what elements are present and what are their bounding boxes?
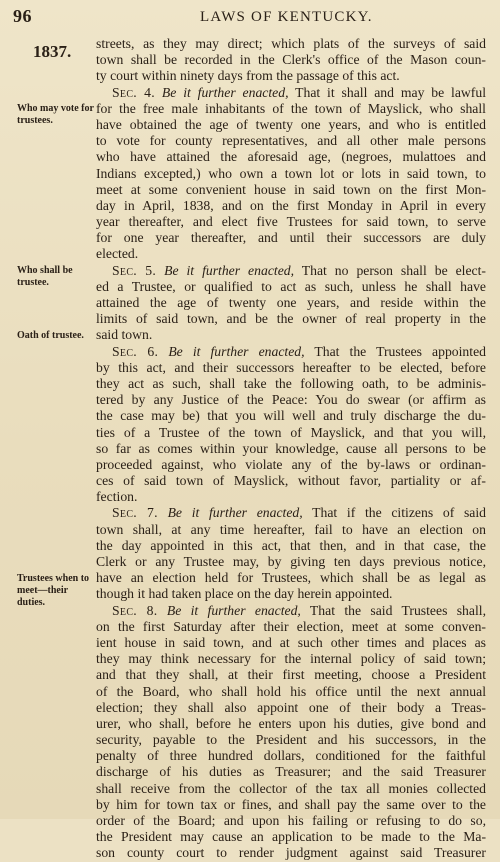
- text-line: [96, 684, 486, 700]
- text-run: elected.: [96, 246, 139, 262]
- text-run: year thereafter, and elect five Trustees for said town, to serve: [96, 214, 486, 230]
- text-line: [96, 781, 486, 797]
- text-line: [96, 554, 486, 570]
- text-run: limits of said town, and be the owner of real property in the: [96, 311, 486, 327]
- text-line: [96, 230, 486, 246]
- text-run: the day appointed in this act, that then, and in that case, the: [96, 537, 486, 553]
- text-line: [96, 133, 486, 149]
- text-line: [96, 829, 486, 845]
- text-run: proceeded against, who violate any of the by-laws or ordinan-: [96, 456, 486, 472]
- text-line: [96, 166, 486, 182]
- text-line: [96, 505, 486, 521]
- text-line: [96, 651, 486, 667]
- text-line: [96, 295, 486, 311]
- section-number: Sec. 7.: [112, 505, 158, 521]
- text-run: they act as such, shall take the following oath, to be adminis-: [96, 375, 486, 391]
- margin-note: Trustees when to meet—their duties.: [17, 572, 90, 608]
- section-number: Sec. 8.: [112, 602, 158, 618]
- text-run: meet at some convenient house in said town on the first Mon-: [96, 181, 486, 197]
- text-line: [96, 441, 486, 457]
- text-line: [96, 425, 486, 441]
- text-run: by him for town tax or fines, and shall pay the same over to the: [96, 796, 486, 812]
- text-line: [96, 408, 486, 424]
- text-run: day in April, 1838, and on the first Monday in April in every: [96, 197, 486, 213]
- text-line: [96, 392, 486, 408]
- text-line: [96, 619, 486, 635]
- page-header: [0, 5, 500, 27]
- text-run: have an election held for Trustees, which shall be as legal as: [96, 570, 486, 586]
- text-line: [96, 522, 486, 538]
- text-line: [96, 570, 486, 586]
- text-run: ties of a Trustee of the town of Mayslick, and that you will,: [96, 424, 486, 440]
- text-run: penalty of three hundred dollars, conditioned for the faithful: [96, 748, 486, 764]
- text-run: ty court within ninety days from the passage of this act.: [96, 68, 400, 84]
- text-line: [96, 68, 486, 84]
- text-run: for the free male inhabitants of the town of Mayslick, who shall: [96, 100, 486, 116]
- text-line: [96, 101, 486, 117]
- text-line: [96, 764, 486, 780]
- text-line: [96, 586, 486, 602]
- enacting-clause: Be it further enacted,: [158, 343, 305, 359]
- text-run: That the Trustees appointed: [304, 343, 486, 359]
- text-line: [96, 279, 486, 295]
- text-run: they may think necessary for the internal policy of said town;: [96, 651, 486, 667]
- text-run: tered by any Justice of the Peace: You do swear (or affirm as: [96, 392, 486, 408]
- text-line: [96, 635, 486, 651]
- enacting-clause: Be it further enacted,: [157, 602, 301, 618]
- text-line: [96, 538, 486, 554]
- text-line: [96, 182, 486, 198]
- text-run: of the Board, who shall hold his office until the next annual: [96, 683, 486, 699]
- text-line: [96, 36, 486, 52]
- enacting-clause: Be it further enacted,: [155, 84, 289, 100]
- text-run: ient house in said town, and at such other times and places as: [96, 634, 486, 650]
- text-run: son county court to render judgment against said Treasurer: [96, 845, 486, 861]
- text-line: [96, 748, 486, 764]
- text-run: for one year thereafter, and until their successors are duly: [96, 230, 486, 246]
- text-line: [96, 700, 486, 716]
- year-marginal-heading: 1837.: [33, 42, 72, 61]
- enacting-clause: Be it further enacted,: [156, 262, 295, 278]
- text-line: [96, 489, 486, 505]
- margin-note: Who may vote for trustees.: [17, 102, 94, 126]
- text-run: election; they shall also appoint one of their body a Treas-: [96, 699, 486, 715]
- text-run: have obtained the age of twenty one years, and who is entitled: [96, 116, 486, 132]
- text-line: [96, 473, 486, 489]
- text-line: [96, 667, 486, 683]
- text-run: said town.: [96, 327, 153, 343]
- text-run: by this act, and their successors hereafter to be elected, before: [96, 359, 486, 375]
- text-line: [96, 344, 486, 360]
- text-run: security, payable to the President and his successors, in the: [96, 732, 486, 748]
- text-line: [96, 263, 486, 279]
- text-run: town shall, at any time hereafter, fail to have an election on: [96, 521, 486, 537]
- text-run: urer, who shall, before he enters upon his duties, give bond and: [96, 715, 486, 731]
- text-line: [96, 845, 486, 861]
- text-line: [96, 198, 486, 214]
- text-run: That if the citizens of said: [302, 505, 486, 521]
- section-number: Sec. 6.: [112, 343, 159, 359]
- section-number: Sec. 4.: [112, 84, 156, 100]
- text-line: [96, 716, 486, 732]
- text-run: the case may be) that you will well and truly discharge the du-: [96, 408, 486, 424]
- text-line: [96, 732, 486, 748]
- text-run: streets, as they may direct; which plats of the surveys of said: [96, 36, 486, 51]
- text-run: Indians excepted,) who own a town lot or lots in said town, to: [96, 165, 486, 181]
- margin-note: Oath of trustee.: [17, 329, 84, 341]
- text-run: shall receive from the collector of the tax all monies collected: [96, 780, 486, 796]
- text-line: [96, 246, 486, 262]
- text-run: who have attained the aforesaid age, (negroes, mulattoes and: [96, 149, 486, 165]
- section-number: Sec. 5.: [112, 262, 157, 278]
- page-number: 96: [13, 6, 32, 26]
- text-line: [96, 603, 486, 619]
- running-head: LAWS OF KENTUCKY.: [200, 9, 373, 25]
- text-run: and that they shall, at their first meeting, choose a President: [96, 667, 486, 683]
- text-run: fection.: [96, 489, 138, 505]
- text-run: attained the age of twenty one years, and reside within the: [96, 295, 486, 310]
- text-line: [96, 149, 486, 165]
- text-run: That no person shall be elect-: [294, 262, 486, 278]
- text-run: discharge of his duties as Treasurer; and the said Treasurer: [96, 764, 486, 780]
- text-run: on the first Saturday after their election, meet at some conven-: [96, 618, 486, 634]
- text-run: Clerk or any Trustee may, by giving ten days previous notice,: [96, 554, 486, 569]
- text-run: town shall be recorded in the Clerk's office of the Mason coun-: [96, 52, 486, 68]
- text-line: [96, 327, 486, 343]
- text-line: [96, 85, 486, 101]
- margin-note: Who shall be trustee.: [17, 264, 73, 288]
- text-run: to vote for county representatives, and all other male persons: [96, 133, 486, 149]
- text-run: the President may cause an application to be made to the Ma-: [96, 829, 486, 845]
- enacting-clause: Be it further enacted,: [157, 505, 303, 521]
- text-line: [96, 360, 486, 376]
- text-run: though it had taken place on the day herein appointed.: [96, 586, 393, 602]
- text-line: [96, 117, 486, 133]
- text-line: [96, 52, 486, 68]
- text-line: [96, 214, 486, 230]
- text-line: [96, 311, 486, 327]
- text-line: [96, 797, 486, 813]
- text-line: [96, 813, 486, 829]
- text-run: That the said Trustees shall,: [300, 602, 486, 618]
- text-line: [96, 457, 486, 473]
- text-line: [96, 376, 486, 392]
- text-run: so far as comes within your knowledge, cause all persons to be: [96, 440, 486, 456]
- body-text: [96, 36, 486, 862]
- text-run: order of the Board; and upon his failing or refusing to do so,: [96, 813, 486, 828]
- text-run: That it shall and may be lawful: [288, 84, 486, 100]
- text-run: ed a Trustee, or qualified to act as such, unless he shall have: [96, 278, 486, 294]
- text-run: ces of said town of Mayslick, without favor, partiality or af-: [96, 473, 486, 489]
